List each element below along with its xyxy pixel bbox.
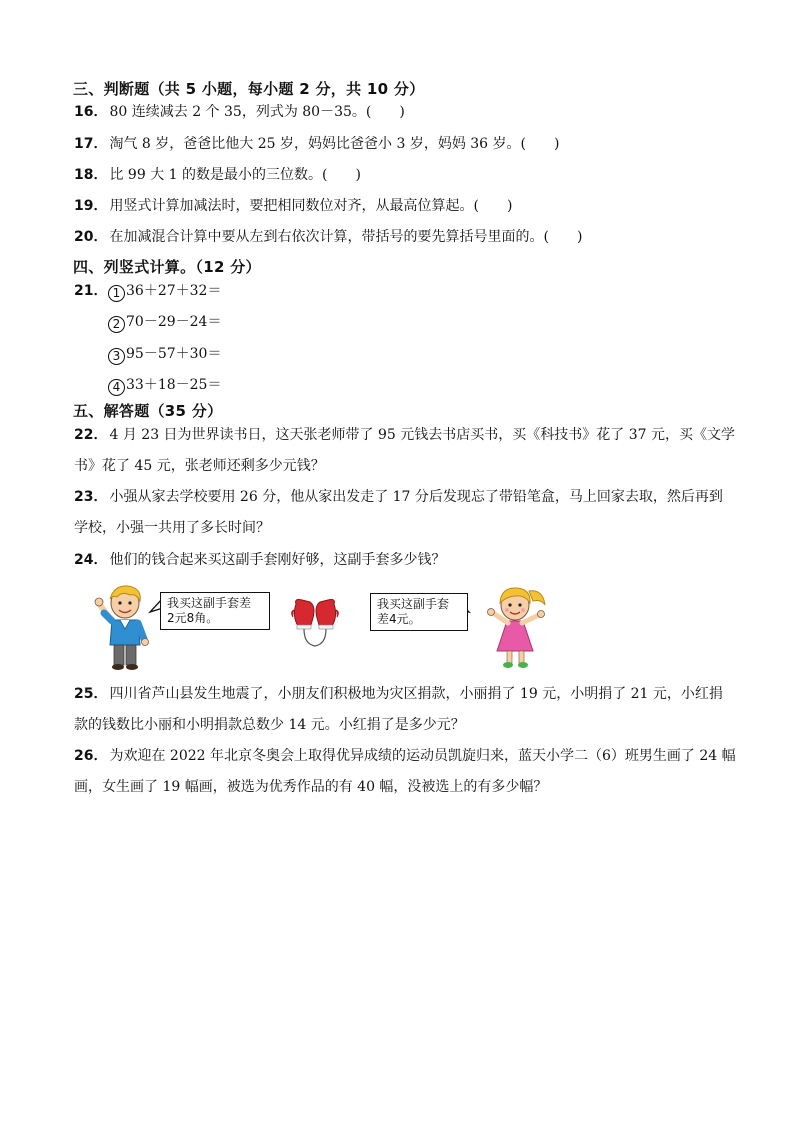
question-17 — [74, 137, 559, 151]
girl-bubble-line-2: 差4元。 — [377, 612, 421, 626]
circled-number: 1 — [108, 285, 125, 302]
question-number: 19． — [74, 198, 108, 214]
girl-figure-icon — [481, 583, 551, 671]
question-24-line-1 — [74, 553, 445, 567]
calc-item-4 — [108, 374, 221, 396]
question-text: 4 月 23 日为世界读书日，这天张老师带了 95 元钱去书店买书，买《科技书》花了 37 元，买《文学 — [109, 427, 735, 443]
question-text: 四川省芦山县发生地震了，小朋友们积极地为灾区捐款，小丽捐了 19 元，小明捐了 21 元，小红捐 — [109, 686, 723, 702]
calc-expression: 95－57＋30＝ — [126, 346, 222, 362]
question-text: 80 连续减去 2 个 35，列式为 80－35。( ) — [109, 104, 405, 120]
boy-figure-icon — [92, 583, 152, 671]
question-number: 22． — [74, 427, 108, 443]
question-text: 比 99 大 1 的数是最小的三位数。( ) — [109, 167, 361, 183]
question-text: 淘气 8 岁，爸爸比他大 25 岁，妈妈比爸爸小 3 岁，妈妈 36 岁。( ) — [109, 136, 560, 152]
question-19 — [74, 199, 512, 213]
circled-number: 3 — [108, 348, 125, 365]
question-text: 为欢迎在 2022 年北京冬奥会上取得优异成绩的运动员凯旋归来，蓝天小学二（6）班男生画了 24 幅 — [109, 748, 736, 764]
section-4-heading: 四、列竖式计算。（12 分） — [73, 258, 261, 276]
question-number: 16． — [74, 104, 108, 120]
question-text: 用竖式计算加减法时，要把相同数位对齐，从最高位算起。( ) — [109, 198, 513, 214]
question-number: 24． — [74, 552, 108, 568]
calc-item-3 — [108, 343, 221, 365]
question-text: 他们的钱合起来买这副手套刚好够，这副手套多少钱？ — [109, 552, 446, 568]
section-3-heading: 三、判断题（共 5 小题，每小题 2 分，共 10 分） — [73, 80, 425, 98]
section-5-heading: 五、解答题（35 分） — [73, 402, 223, 420]
question-25-line-1 — [74, 687, 723, 701]
question-21-number — [74, 284, 109, 298]
calc-item-2 — [108, 311, 221, 333]
calc-expression: 33＋18－25＝ — [126, 377, 222, 393]
question-20 — [74, 230, 582, 244]
question-number: 26． — [74, 748, 108, 764]
question-18 — [74, 168, 361, 182]
question-23-line-1 — [74, 490, 723, 504]
question-16 — [74, 105, 405, 119]
mittens-icon — [290, 598, 340, 650]
boy-bubble-line-2: 2元8角。 — [167, 611, 219, 625]
calc-expression: 36＋27＋32＝ — [126, 283, 222, 299]
question-number: 21． — [74, 283, 108, 299]
question-text: 在加减混合计算中要从左到右依次计算，带括号的要先算括号里面的。( ) — [109, 229, 583, 245]
question-26-line-2: 画，女生画了 19 幅画，被选为优秀作品的有 40 幅，没被选上的有多少幅？ — [74, 779, 548, 795]
question-26-line-1 — [74, 749, 736, 763]
question-number: 20． — [74, 229, 108, 245]
question-number: 23． — [74, 489, 108, 505]
question-number: 18． — [74, 167, 108, 183]
boy-speech-bubble — [160, 592, 270, 630]
question-text: 小强从家去学校要用 26 分，他从家出发走了 17 分后发现忘了带铅笔盒，马上回家去取，然后再到 — [109, 489, 723, 505]
question-23-line-2: 学校，小强一共用了多长时间？ — [74, 520, 270, 536]
calc-item-1 — [108, 280, 221, 302]
girl-speech-bubble — [370, 593, 468, 631]
circled-number: 4 — [108, 379, 125, 396]
girl-bubble-line-1: 我买这副手套 — [377, 597, 450, 611]
calc-expression: 70－29－24＝ — [126, 314, 222, 330]
circled-number: 2 — [108, 316, 125, 333]
question-number: 17． — [74, 136, 108, 152]
boy-bubble-line-1: 我买这副手套差 — [167, 596, 252, 610]
question-25-line-2: 款的钱数比小丽和小明捐款总数少 14 元。小红捐了是多少元？ — [74, 717, 465, 733]
question-number: 25． — [74, 686, 108, 702]
question-22-line-1 — [74, 428, 735, 442]
question-22-line-2: 书》花了 45 元，张老师还剩多少元钱？ — [74, 458, 325, 474]
